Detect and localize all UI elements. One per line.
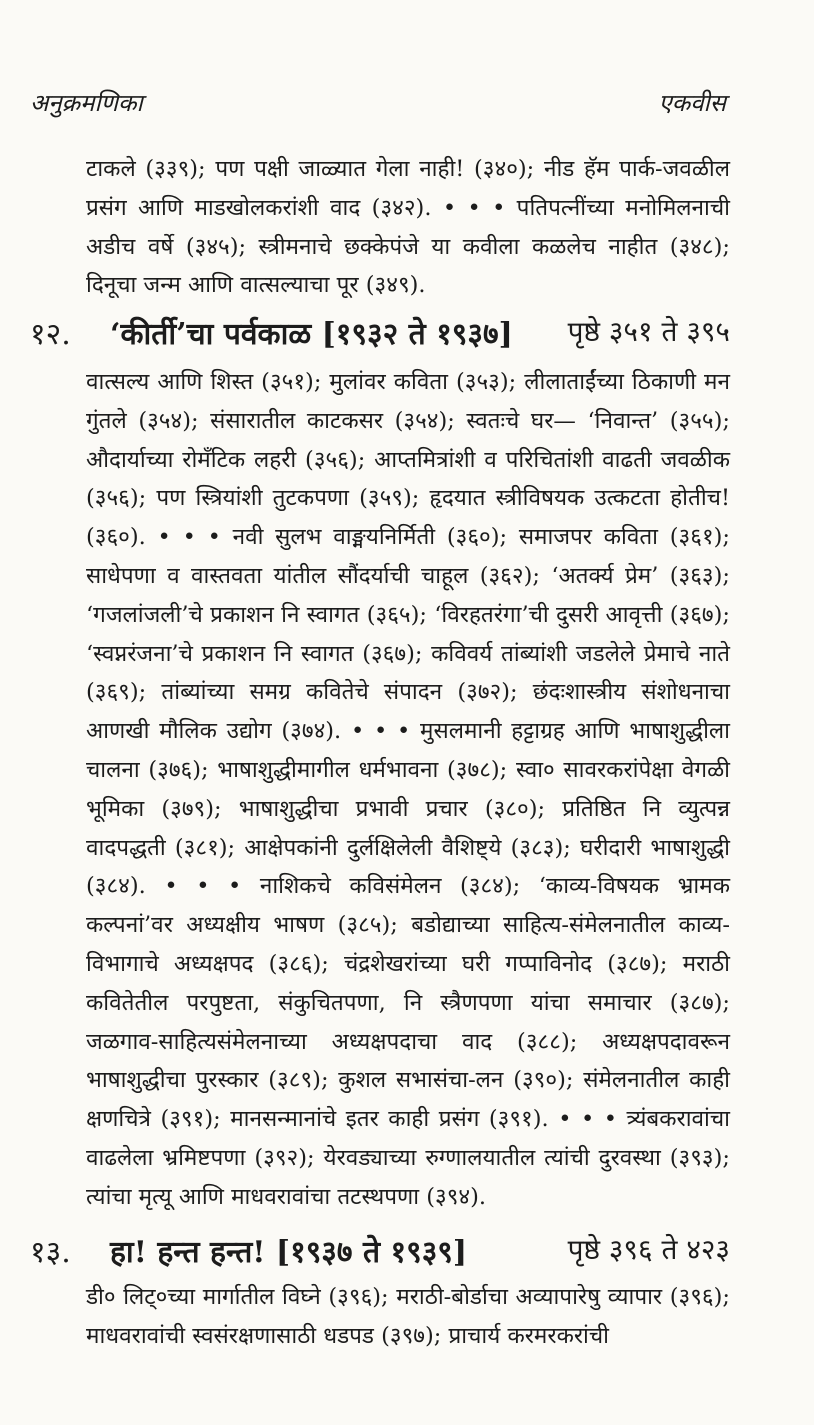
chapter-12-page-range: पृष्ठे ३५१ ते ३९५	[567, 315, 730, 348]
running-header-right: एकवीस	[658, 89, 726, 117]
chapter-12-summary: वात्सल्य आणि शिस्त (३५१); मुलांवर कविता (३५३); लीलाताईंच्या ठिकाणी मन गुंतले (३५४); संसारातील काटकसर (३५४); स्वतःचे घर— ‘निवान्त’ (३५५); औदार्याच्या रोमँटिक लहरी (३५६); आप्तमित्रांशी व परिचितांशी वाढती जवळीक (३५६); पण स्त्रियांशी तुटकपणा (३५९); हृदयात स्त्रीविषयक उत्कटता होतीच! (३६०). • • • नवी सुलभ वाङ्मयनिर्मिती (३६०); समाजपर कविता (३६१); साधेपणा व वास्तवता यांतील सौंदर्याची चाहूल (३६२); ‘अतर्क्य प्रेम’ (३६३); ‘गजलांजली’चे प्रकाशन नि स्वागत (३६५); ‘विरहतरंगा’ची दुसरी आवृत्ती (३६७); ‘स्वप्नरंजना’चे प्रकाशन नि स्वागत (३६७); कविवर्य तांब्यांशी जडलेले प्रेमाचे नाते (३६९); तांब्यांच्या समग्र कवितेचे संपादन (३७२); छंदःशास्त्रीय संशोधनाचा आणखी मौलिक उद्योग (३७४). • • • मुसलमानी हट्टाग्रह आणि भाषाशुद्धीला चालना (३७६); भाषाशुद्धीमागील धर्मभावना (३७८); स्वा० सावरकरांपेक्षा वेगळी भूमिका (३७९); भाषाशुद्धीचा प्रभावी प्रचार (३८०); प्रतिष्ठित नि व्युत्पन्न वादपद्धती (३८१); आक्षेपकांनी दुर्लक्षिलेली वैशिष्ट्ये (३८३); घरीदारी भाषाशुद्धी (३८४). • • • नाशिकचे कविसंमेलन (३८४); ‘काव्य-विषयक भ्रामक कल्पनां’वर अध्यक्षीय भाषण (३८५); बडोद्याच्या साहित्य-संमेलनातील काव्य-विभागाचे अध्यक्षपद (३८६); चंद्रशेखरांच्या घरी गप्पाविनोद (३८७); मराठी कवितेतील परपुष्टता, संकुचितपणा, नि स्त्रैणपणा यांचा समाचार (३८७); जळगाव-साहित्यसंमेलनाच्या अध्यक्षपदाचा वाद (३८८); अध्यक्षपदावरून भाषाशुद्धीचा पुरस्कार (३८९); कुशल सभासंचा-लन (३९०); संमेलनातील काही क्षणचित्रे (३९१); मानसन्मानांचे इतर काही प्रसंग (३९१). • • • त्र्यंबकरावांचा वाढलेला भ्रमिष्टपणा (३९२); येरवड्याच्या रुग्णालयातील त्यांची दुरवस्था (३९३); त्यांचा मृत्यू आणि माधवरावांचा तटस्थपणा (३९४).	[86, 369, 730, 1210]
running-header-left: अनुक्रमणिका	[30, 89, 143, 117]
chapter-12-number: १२.	[30, 317, 71, 352]
chapter-13-summary: डी० लिट्०च्या मार्गातील विघ्ने (३९६); मराठी-बोर्डाचा अव्यापारेषु व्यापार (३९६); माधवरावांची स्वसंरक्षणासाठी धडपड (३९७); प्राचार्य करमरकरांची	[86, 1284, 730, 1349]
chapter-12-title: ‘कीर्ती’चा पर्वकाळ [१९३२ ते १९३७]	[110, 317, 513, 352]
chapter-13-number: १३.	[30, 1235, 71, 1270]
chapter-13-title: हा! हन्त हन्त! [१९३७ ते १९३९]	[110, 1235, 468, 1270]
chapter-13-page-range: पृष्ठे ३९६ ते ४२३	[567, 1233, 730, 1266]
continuation-paragraph: टाकले (३३९); पण पक्षी जाळ्यात गेला नाही! (३४०); नीड हॅम पार्क-जवळील प्रसंग आणि माडखोलकरांशी वाद (३४२). • • • पतिपत्नींच्या मनोमिलनाची अडीच वर्षे (३४५); स्त्रीमनाचे छक्केपंजे या कवीला कळलेच नाहीत (३४८); दिनूचा जन्म आणि वात्सल्याचा पूर (३४९).	[86, 156, 730, 299]
chapter-13-heading	[30, 1230, 730, 1274]
chapter-12-heading	[30, 312, 730, 356]
